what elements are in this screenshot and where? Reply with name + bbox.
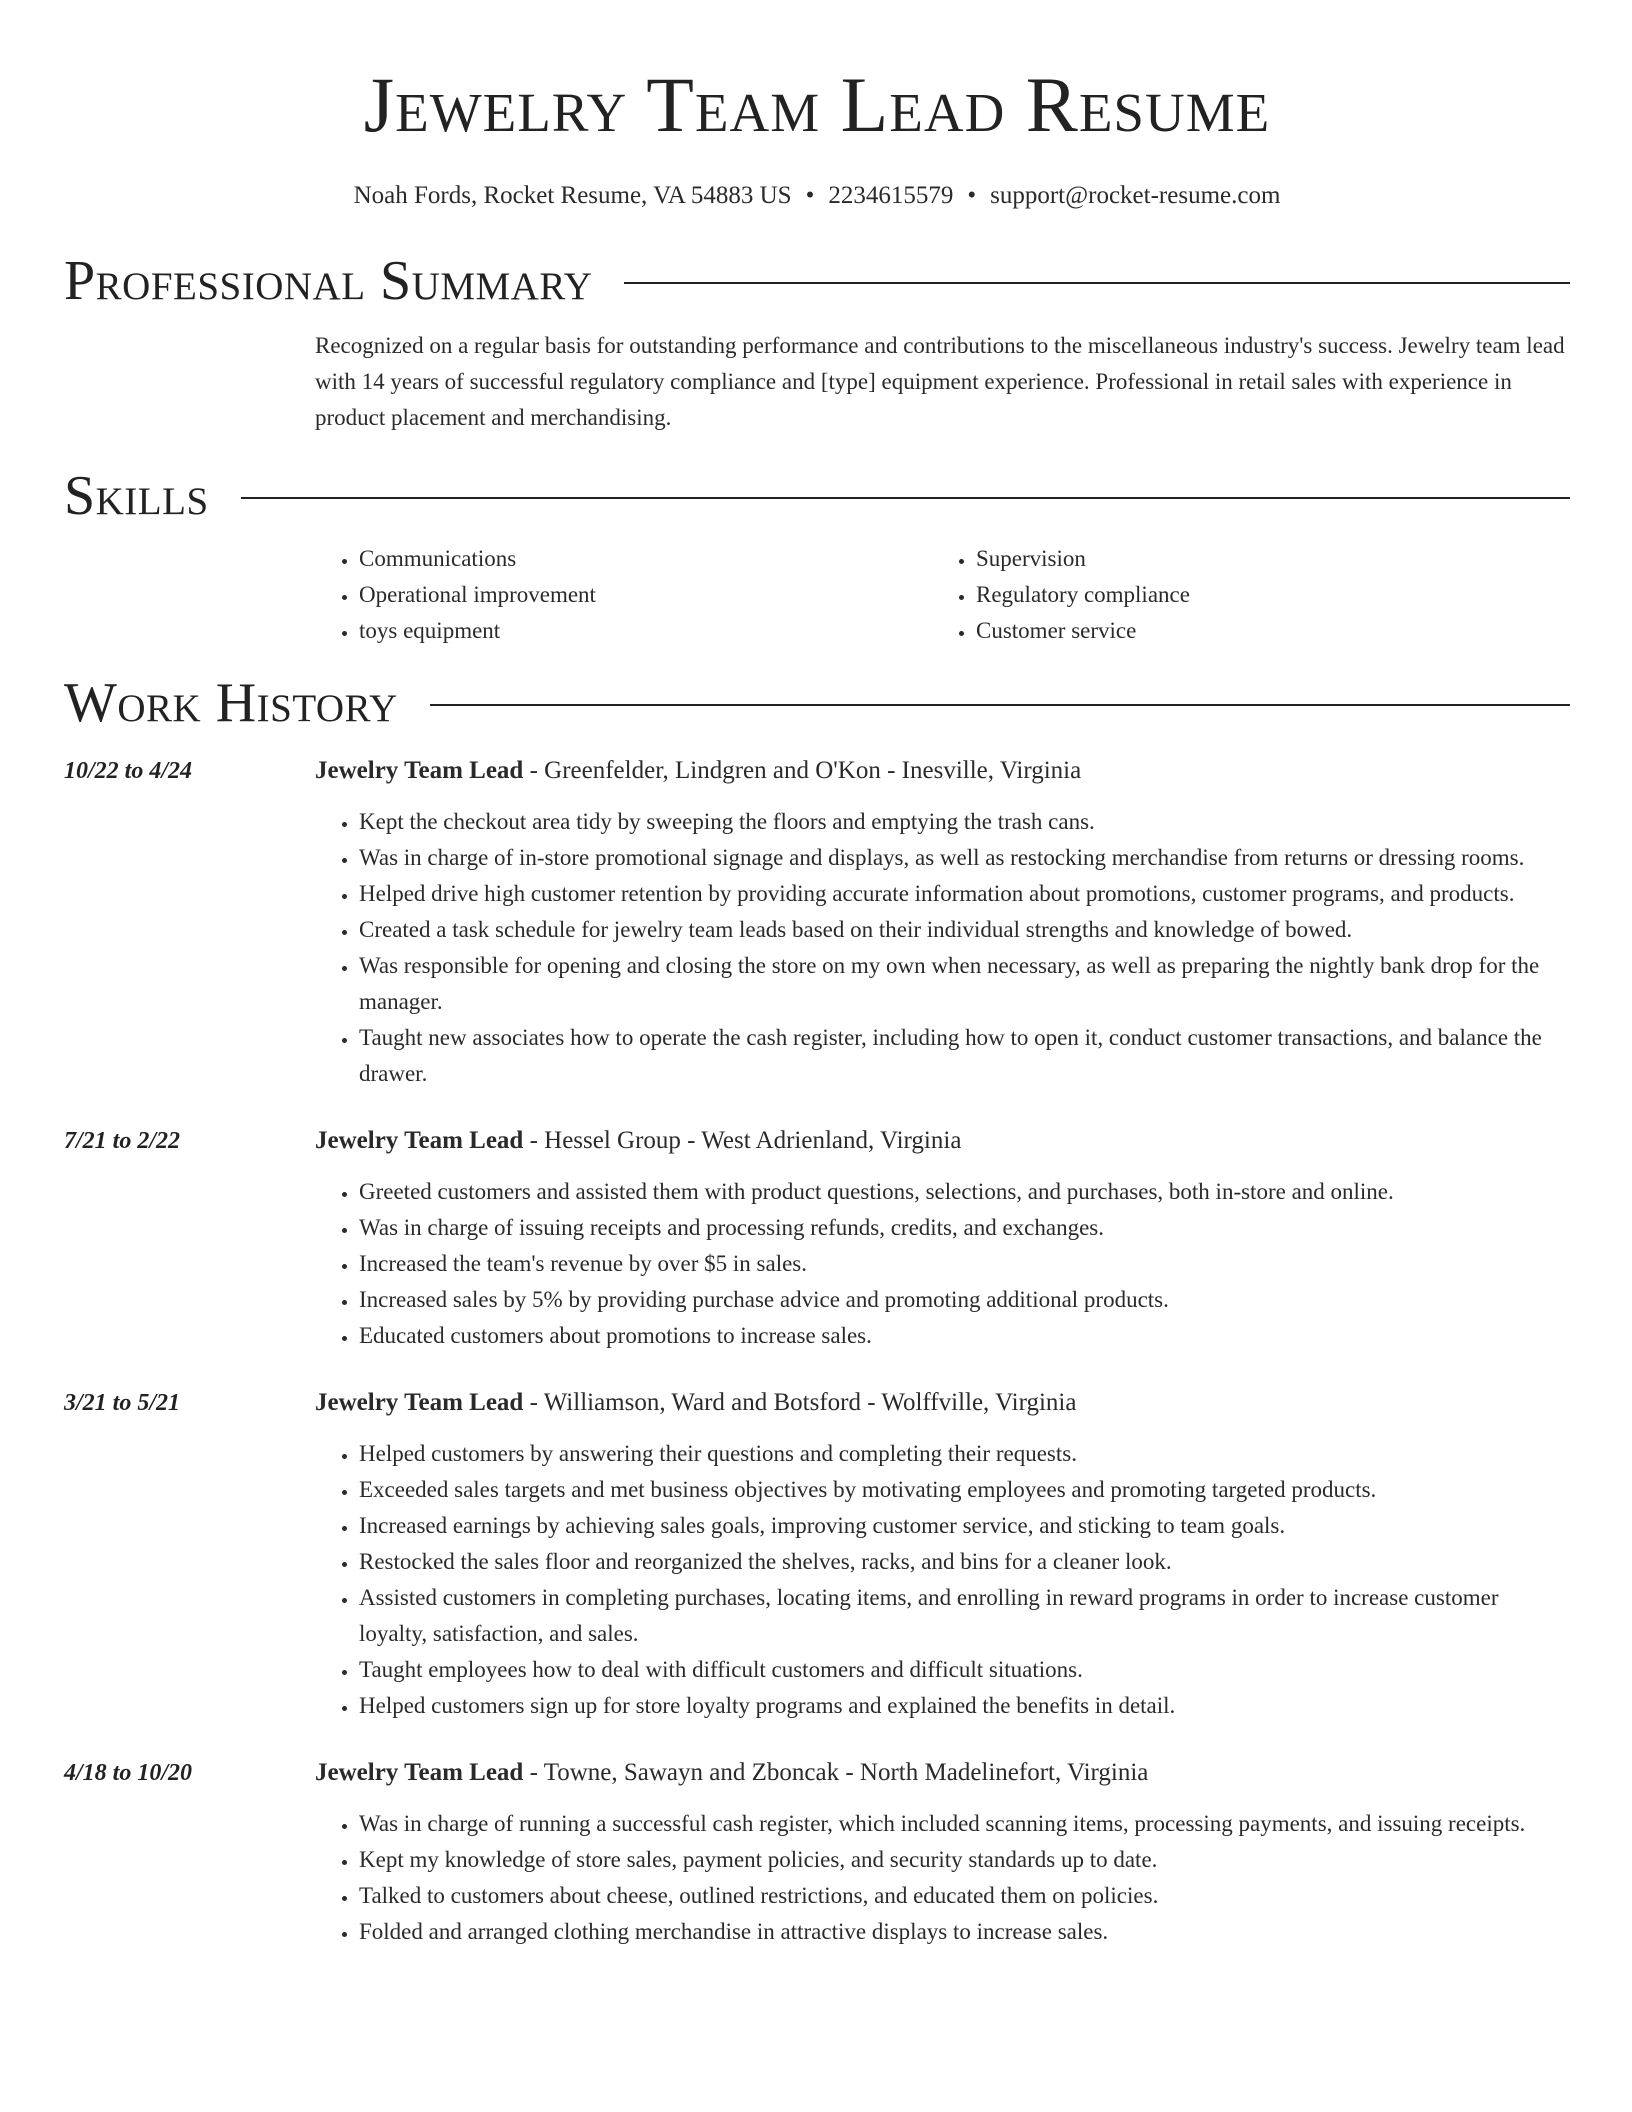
contact-phone: 2234615579 [828,182,954,209]
section-divider [624,282,1570,284]
job-header [315,1117,1570,1159]
job-header [315,1379,1570,1421]
job-bullets [315,1806,1570,1950]
job-bullet: • Greeted customers and assisted them with product questions, selections, and purchases, both in-store and online. [359,1174,1570,1210]
job-bullet: • Kept my knowledge of store sales, payment policies, and security standards up to date. [359,1842,1570,1878]
job-bullet: • Restocked the sales floor and reorganized the shelves, racks, and bins for a cleaner look. [359,1544,1570,1580]
job-bullet: • Taught new associates how to operate the cash register, including how to open it, conduct customer transactions, and balance the drawer. [359,1020,1570,1092]
job-bullets [315,1436,1570,1724]
job-bullet: • Folded and arranged clothing merchandise in attractive displays to increase sales. [359,1914,1570,1950]
job-bullet: • Helped customers sign up for store loyalty programs and explained the benefits in detail. [359,1688,1570,1724]
skill-item: • Supervision [976,541,1570,577]
contact-address: Noah Fords, Rocket Resume, VA 54883 US [353,182,792,209]
job-bullet: • Helped drive high customer retention by providing accurate information about promotions, customer programs, and products. [359,876,1570,912]
skills-list-right [932,541,1570,649]
summary-heading: Professional Summary [64,250,593,312]
summary-text: Recognized on a regular basis for outstanding performance and contributions to the miscellaneous industry's success. Jewelry team lead with 14 years of successful regulatory compliance and [type] equipment experience. Professional in retail sales with experience in product placement and merchandising. [315,333,1565,430]
job-bullet: • Created a task schedule for jewelry team leads based on their individual strengths and knowledge of bowed. [359,912,1570,948]
job-bullets [315,1174,1570,1354]
contact-email: support@rocket-resume.com [990,182,1281,209]
skills-grid [315,541,1570,649]
job-entry [64,1749,1570,1950]
job-employer: - Williamson, Ward and Botsford - Wolffville, Virginia [523,1389,1077,1416]
job-bullet: • Educated customers about promotions to increase sales. [359,1318,1570,1354]
job-bullet: • Increased sales by 5% by providing purchase advice and promoting additional products. [359,1282,1570,1318]
summary-section-header [64,249,1570,313]
job-dates: 3/21 to 5/21 [64,1390,181,1416]
contact-line [64,181,1570,211]
job-bullet: • Was in charge of running a successful cash register, which included scanning items, processing payments, and issuing receipts. [359,1806,1570,1842]
job-bullets [315,804,1570,1092]
job-bullet: • Increased earnings by achieving sales goals, improving customer service, and sticking to team goals. [359,1508,1570,1544]
job-entry [64,747,1570,1092]
job-title: Jewelry Team Lead [315,757,524,784]
job-entry [64,1379,1570,1724]
job-bullet: • Exceeded sales targets and met business objectives by motivating employees and promoting targeted products. [359,1472,1570,1508]
skill-item: • Regulatory compliance [976,577,1570,613]
job-bullet: • Assisted customers in completing purchases, locating items, and enrolling in reward programs in order to increase customer loyalty, satisfaction, and sales. [359,1580,1570,1652]
job-employer: - Greenfelder, Lindgren and O'Kon - Inesville, Virginia [523,757,1082,784]
job-bullet: • Was responsible for opening and closing the store on my own when necessary, as well as preparing the nightly bank drop for the manager. [359,948,1570,1020]
job-dates: 4/18 to 10/20 [64,1760,193,1786]
job-bullet: • Was in charge of in-store promotional signage and displays, as well as restocking merchandise from returns or dressing rooms. [359,840,1570,876]
skills-list-left [315,541,932,649]
section-divider [430,704,1570,706]
job-bullet: • Helped customers by answering their questions and completing their requests. [359,1436,1570,1472]
section-divider [241,497,1570,499]
job-bullet: • Was in charge of issuing receipts and processing refunds, credits, and exchanges. [359,1210,1570,1246]
job-bullet: • Increased the team's revenue by over $5 in sales. [359,1246,1570,1282]
skill-item: • toys equipment [359,613,932,649]
job-header [315,747,1570,789]
job-employer: - Towne, Sawayn and Zboncak - North Madelinefort, Virginia [523,1759,1149,1786]
job-title: Jewelry Team Lead [315,1127,524,1154]
skill-item: • Customer service [976,613,1570,649]
work-heading: Work History [64,672,398,734]
skills-heading: Skills [64,465,209,527]
job-employer: - Hessel Group - West Adrienland, Virginia [523,1127,962,1154]
work-section-header [64,671,1570,735]
skills-section-header [64,464,1570,528]
contact-separator: • [967,182,977,209]
job-dates: 7/21 to 2/22 [64,1128,181,1154]
job-bullet: • Kept the checkout area tidy by sweeping the floors and emptying the trash cans. [359,804,1570,840]
page-title: Jewelry Team Lead Resume [363,61,1271,148]
resume-page [64,0,1570,1950]
skill-item: • Communications [359,541,932,577]
contact-separator: • [805,182,815,209]
job-bullet: • Talked to customers about cheese, outlined restrictions, and educated them on policies. [359,1878,1570,1914]
job-bullet: • Taught employees how to deal with difficult customers and difficult situations. [359,1652,1570,1688]
job-entry [64,1117,1570,1354]
job-header [315,1749,1570,1791]
job-title: Jewelry Team Lead [315,1759,524,1786]
job-title: Jewelry Team Lead [315,1389,524,1416]
skill-item: • Operational improvement [359,577,932,613]
job-dates: 10/22 to 4/24 [64,758,193,784]
